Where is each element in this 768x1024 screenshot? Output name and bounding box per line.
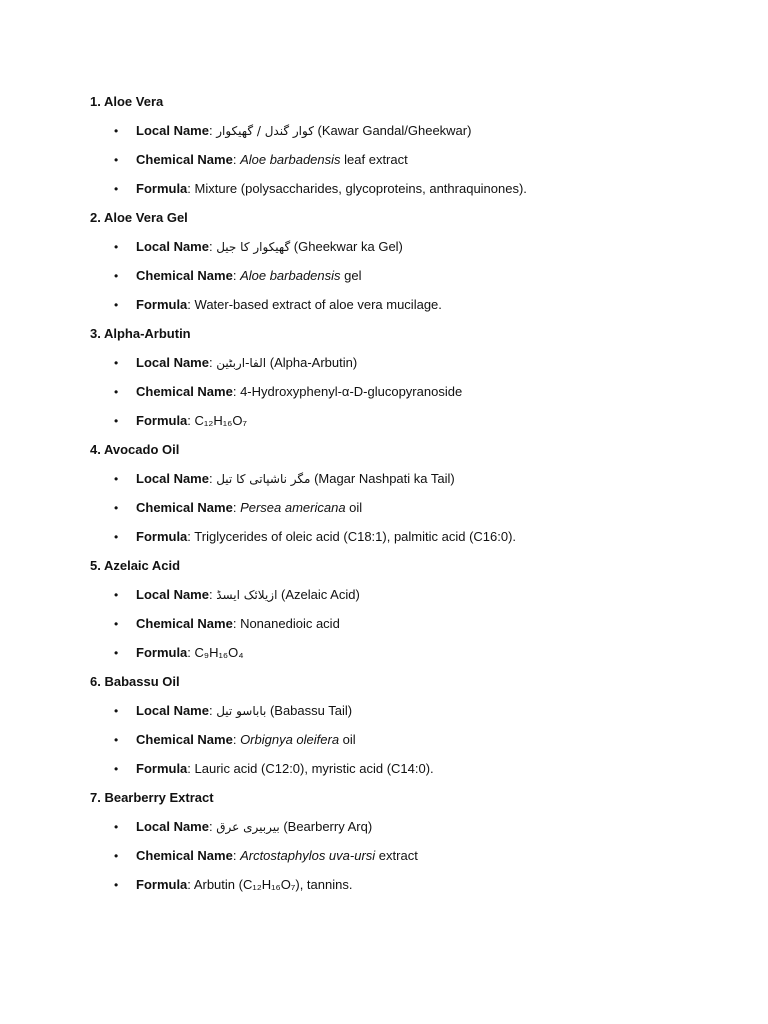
local-name-item: [90, 817, 768, 837]
local-name-item: [90, 353, 768, 373]
bullet: •: [114, 414, 119, 428]
local-name-label: Local Name: [136, 355, 209, 370]
local-name-urdu: کوار گندل / گھیکوار: [216, 124, 314, 138]
formula-text: Lauric acid (C12:0), myristic acid (C14:0).: [194, 761, 434, 776]
chemical-name-italic: Arctostaphylos uva-ursi: [240, 848, 376, 863]
chemical-name-label: Chemical Name: [136, 268, 233, 283]
local-name-item: [90, 237, 768, 257]
local-name-urdu: بیربیری عرق: [216, 820, 280, 834]
chemical-name-item: [90, 382, 768, 402]
formula-text: Mixture (polysaccharides, glycoproteins, anthraquinones).: [194, 181, 527, 196]
formula-item: [90, 179, 768, 199]
detail-list: [90, 817, 768, 895]
formula-text: C₉H₁₆O₄: [194, 645, 244, 660]
local-name-urdu: الفا-اربٹین: [216, 356, 267, 370]
chemical-name-label: Chemical Name: [136, 500, 233, 515]
separator: :: [208, 587, 217, 602]
bullet: •: [114, 733, 119, 747]
chemical-name-label: Chemical Name: [136, 384, 233, 399]
local-name-urdu: باباسو تیل: [216, 704, 267, 718]
section-heading: 1. Aloe Vera: [90, 94, 164, 109]
separator: :: [208, 703, 217, 718]
separator: :: [208, 355, 217, 370]
chemical-name-label: Chemical Name: [136, 152, 233, 167]
section-heading: 2. Aloe Vera Gel: [90, 210, 188, 225]
formula-label: Formula: [136, 877, 188, 892]
local-name-latin: (Kawar Gandal/Gheekwar): [317, 123, 472, 138]
section-heading: 7. Bearberry Extract: [90, 790, 214, 805]
bullet: •: [114, 501, 119, 515]
chemical-name-item: [90, 266, 768, 286]
formula-label: Formula: [136, 413, 188, 428]
formula-label: Formula: [136, 181, 188, 196]
formula-text: Triglycerides of oleic acid (C18:1), palmitic acid (C16:0).: [194, 529, 517, 544]
local-name-item: [90, 701, 768, 721]
chemical-name-item: [90, 614, 768, 634]
formula-item: [90, 295, 768, 315]
formula-item: [90, 875, 768, 895]
bullet: •: [114, 124, 119, 138]
bullet: •: [114, 762, 119, 776]
bullet: •: [114, 298, 119, 312]
separator: :: [187, 529, 195, 544]
formula-item: [90, 643, 768, 663]
local-name-urdu: مگر ناشپاتی کا تیل: [216, 472, 311, 486]
section-avocado-oil: [90, 440, 768, 547]
local-name-label: Local Name: [136, 471, 209, 486]
separator: :: [187, 877, 194, 892]
separator: :: [187, 413, 195, 428]
local-name-label: Local Name: [136, 587, 209, 602]
local-name-label: Local Name: [136, 703, 209, 718]
bullet: •: [114, 182, 119, 196]
bullet: •: [114, 704, 119, 718]
bullet: •: [114, 878, 119, 892]
formula-text: C₁₂H₁₆O₇: [194, 413, 247, 428]
chemical-name-item: [90, 150, 768, 170]
bullet: •: [114, 472, 119, 486]
local-name-label: Local Name: [136, 239, 209, 254]
bullet: •: [114, 356, 119, 370]
separator: :: [187, 761, 195, 776]
section-heading: 6. Babassu Oil: [90, 674, 180, 689]
local-name-latin: (Babassu Tail): [269, 703, 353, 718]
bullet: •: [114, 617, 119, 631]
chemical-name-italic: Orbignya oleifera: [240, 732, 340, 747]
local-name-item: [90, 121, 768, 141]
chemical-name-label: Chemical Name: [136, 848, 233, 863]
chemical-name-italic: Persea americana: [240, 500, 346, 515]
bullet: •: [114, 240, 119, 254]
chemical-name-text: oil: [339, 732, 356, 747]
local-name-urdu: گھیکوار کا جیل: [216, 240, 291, 254]
bullet: •: [114, 646, 119, 660]
chemical-name-item: [90, 846, 768, 866]
chemical-name-label: Chemical Name: [136, 616, 233, 631]
section-aloe-vera-gel: [90, 208, 768, 315]
chemical-name-text: oil: [345, 500, 363, 515]
detail-list: [90, 585, 768, 663]
chemical-name-text: Nonanedioic acid: [240, 616, 340, 631]
bullet: •: [114, 269, 119, 283]
detail-list: [90, 353, 768, 431]
separator: :: [232, 732, 241, 747]
section-aloe-vera: [90, 92, 768, 199]
formula-item: [90, 759, 768, 779]
formula-item: [90, 411, 768, 431]
separator: :: [187, 645, 195, 660]
local-name-urdu: ازیلائک ایسڈ: [216, 588, 278, 602]
detail-list: [90, 469, 768, 547]
chemical-name-text: 4-Hydroxyphenyl-α-D-glucopyranoside: [240, 384, 463, 399]
bullet: •: [114, 849, 119, 863]
formula-label: Formula: [136, 297, 188, 312]
detail-list: [90, 121, 768, 199]
separator: :: [232, 500, 241, 515]
separator: :: [187, 297, 195, 312]
separator: :: [232, 848, 241, 863]
chemical-name-item: [90, 498, 768, 518]
local-name-item: [90, 585, 768, 605]
separator: :: [208, 471, 217, 486]
separator: :: [232, 616, 241, 631]
formula-item: [90, 527, 768, 547]
local-name-item: [90, 469, 768, 489]
chemical-name-text: extract: [375, 848, 418, 863]
formula-text: Arbutin (C₁₂H₁₆O₇), tannins.: [193, 877, 353, 892]
chemical-name-text: leaf extract: [340, 152, 408, 167]
separator: :: [208, 239, 217, 254]
chemical-name-italic: Aloe barbadensis: [240, 268, 341, 283]
local-name-label: Local Name: [136, 819, 209, 834]
local-name-latin: (Bearberry Arq): [283, 819, 373, 834]
bullet: •: [114, 588, 119, 602]
section-babassu-oil: [90, 672, 768, 779]
formula-label: Formula: [136, 645, 188, 660]
chemical-name-label: Chemical Name: [136, 732, 233, 747]
separator: :: [208, 819, 217, 834]
separator: :: [232, 268, 241, 283]
bullet: •: [114, 820, 119, 834]
formula-label: Formula: [136, 529, 188, 544]
local-name-latin: (Gheekwar ka Gel): [293, 239, 403, 254]
separator: :: [187, 181, 195, 196]
section-bearberry-extract: [90, 788, 768, 895]
section-heading: 5. Azelaic Acid: [90, 558, 181, 573]
separator: :: [232, 384, 241, 399]
local-name-latin: (Magar Nashpati ka Tail): [314, 471, 455, 486]
bullet: •: [114, 153, 119, 167]
formula-text: Water-based extract of aloe vera mucilage.: [194, 297, 442, 312]
section-alpha-arbutin: [90, 324, 768, 431]
detail-list: [90, 701, 768, 779]
formula-label: Formula: [136, 761, 188, 776]
chemical-name-text: gel: [340, 268, 362, 283]
chemical-name-italic: Aloe barbadensis: [240, 152, 341, 167]
section-heading: 4. Avocado Oil: [90, 442, 180, 457]
local-name-latin: (Azelaic Acid): [281, 587, 360, 602]
detail-list: [90, 237, 768, 315]
bullet: •: [114, 530, 119, 544]
bullet: •: [114, 385, 119, 399]
section-azelaic-acid: [90, 556, 768, 663]
separator: :: [208, 123, 217, 138]
section-heading: 3. Alpha-Arbutin: [90, 326, 191, 341]
separator: :: [232, 152, 241, 167]
chemical-name-item: [90, 730, 768, 750]
local-name-label: Local Name: [136, 123, 209, 138]
local-name-latin: (Alpha-Arbutin): [269, 355, 358, 370]
